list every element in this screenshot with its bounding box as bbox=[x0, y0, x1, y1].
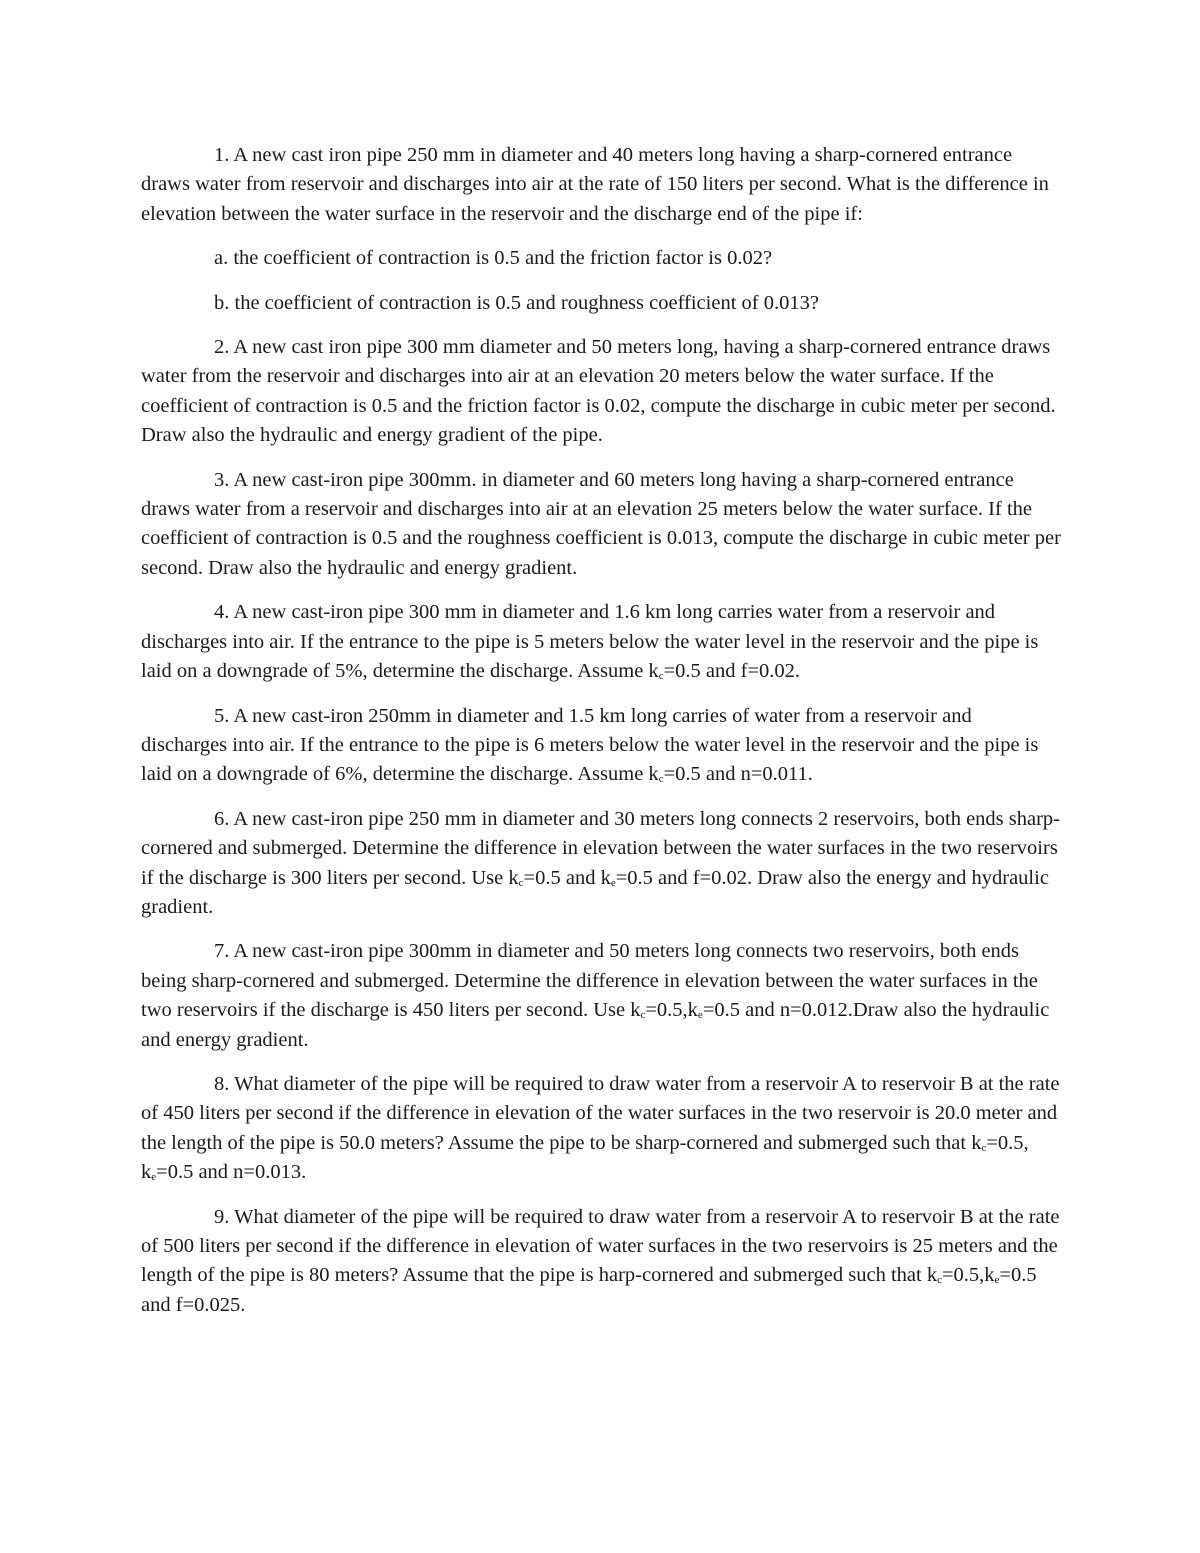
subscript-e: e bbox=[610, 876, 616, 889]
subscript-c: c bbox=[981, 1141, 987, 1154]
subscript-c: c bbox=[937, 1274, 942, 1287]
problem-6: 6. A new cast-iron pipe 250 mm in diameter and 30 meters long connects 2 reservoirs, both ends sharp-cornered and submerged. Determine the difference in elevation between the water surfaces in the two reservoirs if the discharge is 300 liters per second. Use $k_c=0.5$ and $k_e=0.5$ and f=0.02. Draw also the energy and hydraulic gradient. bbox=[141, 807, 1060, 918]
problem-9: 9. What diameter of the pipe will be required to draw water from a reservoir A to reservoir B at the rate of 500 liters per second if the difference in elevation of water surfaces in the two reservoirs is 25 meters and the length of the pipe is 80 meters? Assume that the pipe is harp-cornered and submerged such that $k_c=0.5,k_e=0.5$ and f=0.025. bbox=[141, 1205, 1060, 1316]
problem-7: 7. A new cast-iron pipe 300mm in diameter and 50 meters long connects two reservoirs, both ends being sharp-cornered and submerged. Determine the difference in elevation between the water surfaces in the two reservoirs if the discharge is 450 liters per second. Use $k_c=0.5,k_e=0.5$ and n=0.012.Draw also the hydraulic and energy gradient. bbox=[141, 940, 1050, 1051]
subscript-e: e bbox=[994, 1274, 1000, 1287]
problem-1-part-a: a. the coefficient of contraction is 0.5 and the friction factor is 0.02? bbox=[214, 247, 773, 270]
problem-2: 2. A new cast iron pipe 300 mm diameter and 50 meters long, having a sharp-cornered entrance draws water from the reservoir and discharges into air at an elevation 20 meters below the water surface. If the coefficient of contraction is 0.5 and the friction factor is 0.02, compute the discharge in cubic meter per second. Draw also the hydraulic and energy gradient of the pipe. bbox=[141, 336, 1056, 447]
document-body bbox=[141, 141, 1061, 1335]
problem-3: 3. A new cast-iron pipe 300mm. in diameter and 60 meters long having a sharp-cornered entrance draws water from a reservoir and discharges into air at an elevation 25 meters below the water surface. If the coefficient of contraction is 0.5 and the roughness coefficient is 0.013, compute the discharge in cubic meter per second. Draw also the hydraulic and energy gradient. bbox=[141, 468, 1061, 579]
problem-5: 5. A new cast-iron 250mm in diameter and 1.5 km long carries of water from a reservoir and discharges into air. If the entrance to the pipe is 6 meters below the water level in the reservoir and the pipe is laid on a downgrade of 6%, determine the discharge. Assume $k_c=0.5$ and n=0.011. bbox=[141, 704, 1039, 786]
subscript-c: c bbox=[658, 773, 664, 786]
subscript-e: e bbox=[697, 1009, 703, 1022]
problem-4: 4. A new cast-iron pipe 300 mm in diameter and 1.6 km long carries water from a reservoir and discharges into air. If the entrance to the pipe is 5 meters below the water level in the reservoir and the pipe is laid on a downgrade of 5%, determine the discharge. Assume $k_c=0.5$ and f=0.02. bbox=[141, 601, 1039, 683]
problem-1: 1. A new cast iron pipe 250 mm in diameter and 40 meters long having a sharp-cornered entrance draws water from reservoir and discharges into air at the rate of 150 liters per second. What is the difference in elevation between the water surface in the reservoir and the discharge end of the pipe if: bbox=[141, 144, 1049, 225]
problem-8: 8. What diameter of the pipe will be required to draw water from a reservoir A to reservoir B at the rate of 450 liters per second if the difference in elevation of the water surfaces in the two reservoir is 20.0 meter and the length of the pipe is 50.0 meters? Assume the pipe to be sharp-cornered and submerged such that $k_c=0.5$, $k_e=0.5$ and n=0.013. bbox=[141, 1072, 1060, 1184]
subscript-c: c bbox=[518, 876, 524, 889]
subscript-c: c bbox=[640, 1009, 646, 1022]
subscript-e: e bbox=[151, 1171, 157, 1184]
problem-1-part-b: b. the coefficient of contraction is 0.5 and roughness coefficient of 0.013? bbox=[214, 291, 819, 314]
subscript-c: c bbox=[658, 670, 664, 683]
